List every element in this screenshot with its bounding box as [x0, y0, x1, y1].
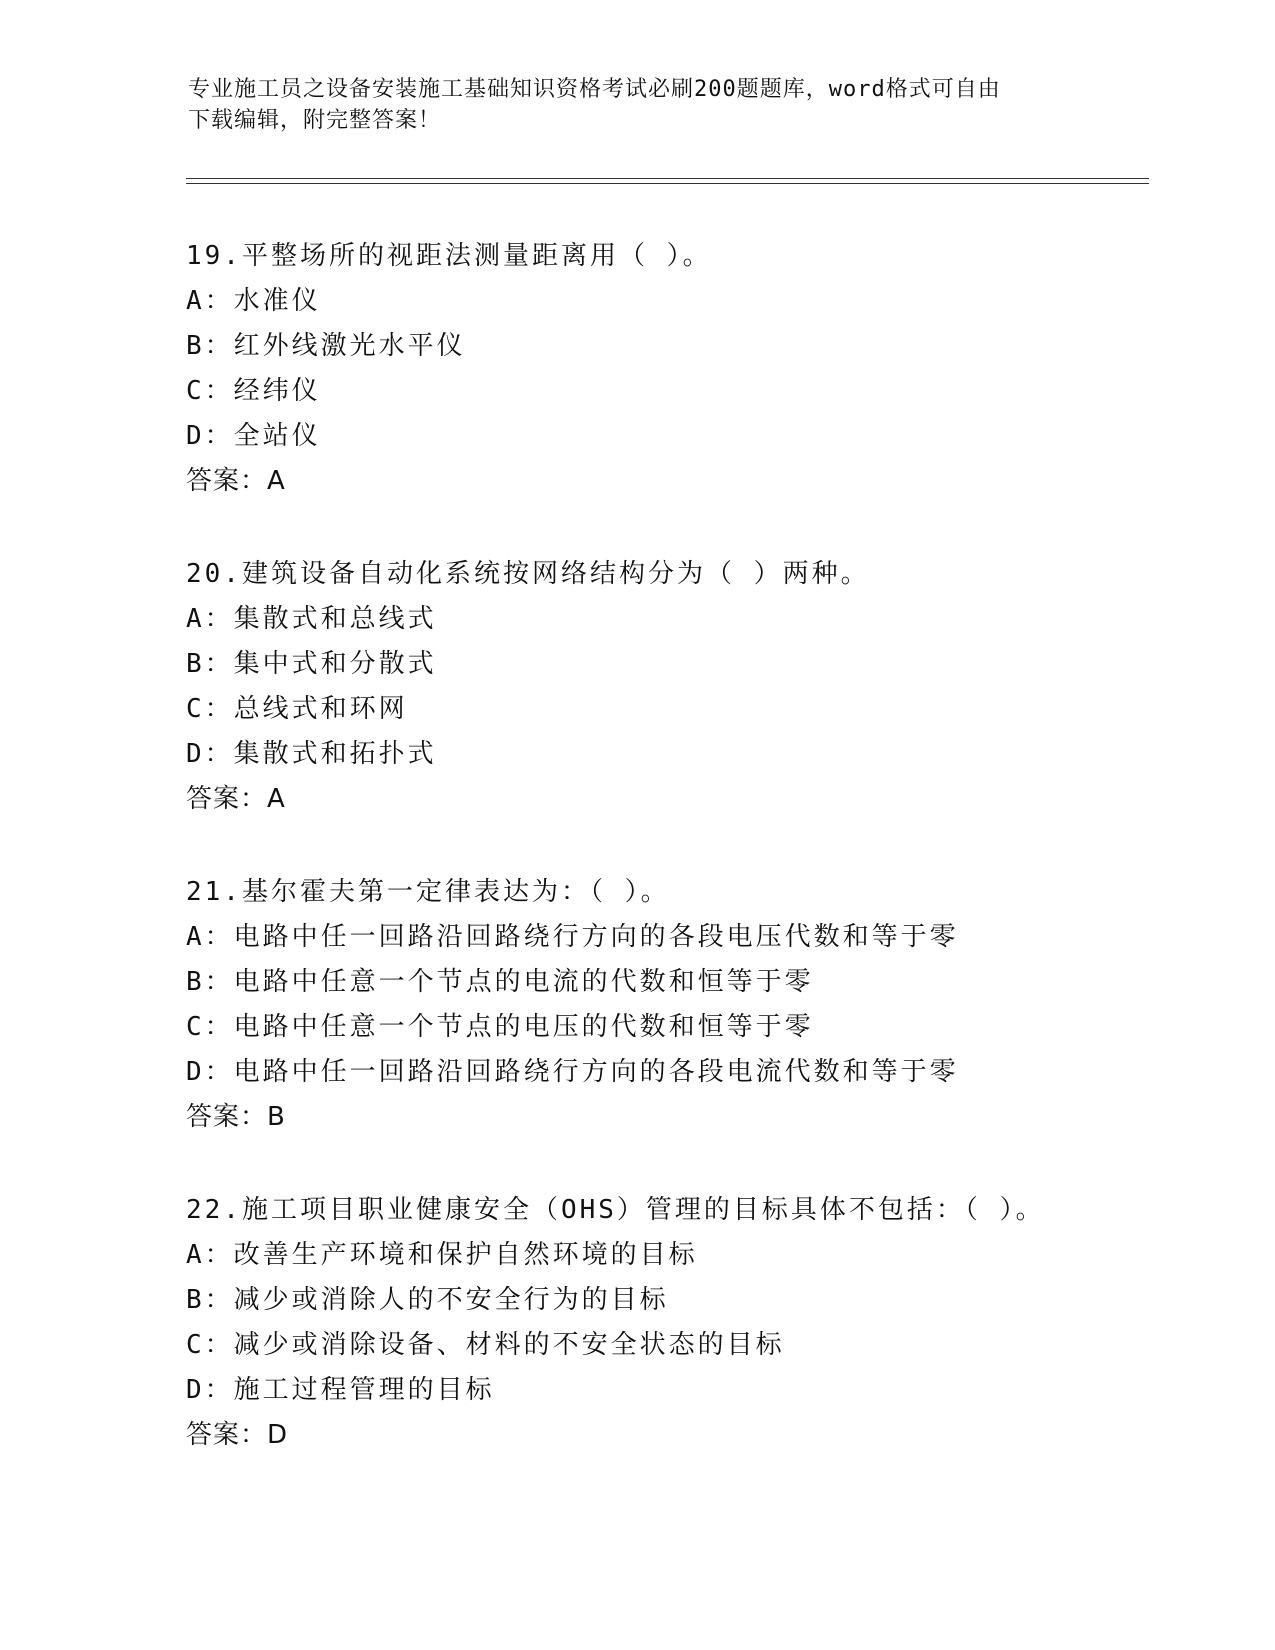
question-stem: 21.基尔霍夫第一定律表达为：（ ）。: [186, 877, 670, 907]
answer-text: 答案：A: [186, 466, 286, 496]
question-20: [186, 552, 1146, 870]
option-b: B：减少或消除人的不安全行为的目标: [186, 1285, 669, 1315]
question-stem: 19.平整场所的视距法测量距离用（ ）。: [186, 241, 712, 271]
option-d: D：集散式和拓扑式: [186, 739, 437, 769]
option-a: A：集散式和总线式: [186, 604, 437, 634]
answer-text: 答案：D: [186, 1420, 289, 1450]
answer-text: 答案：A: [186, 784, 286, 814]
question-stem: 22.施工项目职业健康安全（OHS）管理的目标具体不包括：（ ）。: [186, 1195, 1045, 1225]
option-c: C：总线式和环网: [186, 694, 408, 724]
header-divider: [186, 178, 1149, 184]
answer-text: 答案：B: [186, 1102, 286, 1132]
option-d: D：电路中任一回路沿回路绕行方向的各段电流代数和等于零: [186, 1057, 959, 1087]
option-b: B：电路中任意一个节点的电流的代数和恒等于零: [186, 967, 814, 997]
question-stem: 20.建筑设备自动化系统按网络结构分为（ ）两种。: [186, 559, 870, 589]
option-d: D：施工过程管理的目标: [186, 1375, 495, 1405]
question-22: [186, 1188, 1146, 1506]
question-21: [186, 870, 1146, 1188]
option-a: A：水准仪: [186, 286, 321, 316]
option-c: C：减少或消除设备、材料的不安全状态的目标: [186, 1330, 785, 1360]
option-c: C：经纬仪: [186, 376, 321, 406]
question-list: [186, 234, 1146, 1506]
question-19: [186, 234, 1146, 552]
option-d: D：全站仪: [186, 421, 321, 451]
option-a: A：改善生产环境和保护自然环境的目标: [186, 1240, 698, 1270]
option-c: C：电路中任意一个节点的电压的代数和恒等于零: [186, 1012, 814, 1042]
option-b: B：红外线激光水平仪: [186, 331, 466, 361]
option-b: B：集中式和分散式: [186, 649, 437, 679]
document-header: 专业施工员之设备安装施工基础知识资格考试必刷200题题库，word格式可自由 下载编辑，附完整答案！: [188, 77, 1001, 133]
option-a: A：电路中任一回路沿回路绕行方向的各段电压代数和等于零: [186, 922, 959, 952]
